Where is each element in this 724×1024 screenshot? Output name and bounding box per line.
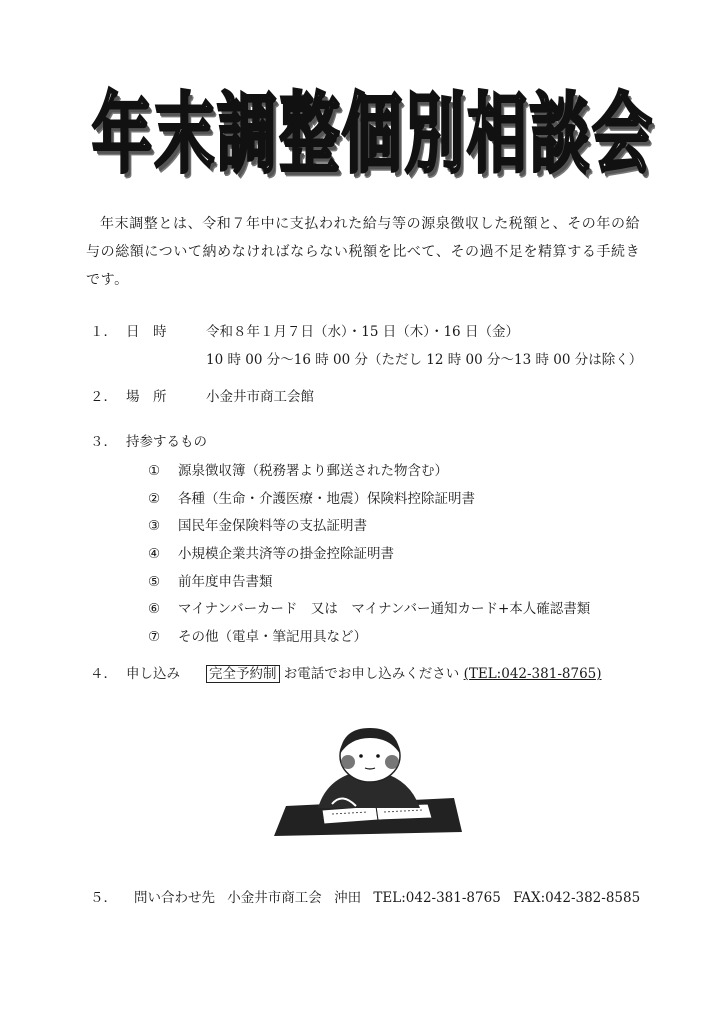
title-char: 年 xyxy=(92,84,152,186)
section-number: ４． xyxy=(90,666,117,682)
item-text: マイナンバーカード 又は マイナンバー通知カード+本人確認書類 xyxy=(178,601,591,617)
list-item xyxy=(148,570,273,590)
section-label: 持参するもの xyxy=(126,434,207,450)
title-char: 末 xyxy=(154,84,215,186)
item-text: 前年度申告書類 xyxy=(178,574,273,590)
section-number: ２． xyxy=(90,389,117,405)
item-mark: ⑦ xyxy=(148,629,161,645)
contact-person: 沖田 xyxy=(334,890,362,906)
title-char: 個 xyxy=(342,84,402,186)
title-char: 整 xyxy=(279,84,340,186)
time-value: 10 時 00 分～16 時 00 分（ただし 12 時 00 分～13 時 00 分は除く） xyxy=(206,352,643,368)
section-label: 申し込み xyxy=(126,666,180,682)
section-number: １． xyxy=(90,324,117,340)
intro-line: 与の総額について納めなければならない税額を比べて、その過不足を精算する手続き xyxy=(86,244,641,260)
item-text: 小規模企業共済等の掛金控除証明書 xyxy=(178,546,394,562)
section-label: 日 時 xyxy=(126,324,167,340)
list-item xyxy=(148,459,448,479)
item-mark: ⑥ xyxy=(148,601,161,617)
item-mark: ⑤ xyxy=(148,574,161,590)
intro-line: 年末調整とは、令和７年中に支払われた給与等の源泉徴収した税額と、その年の給 xyxy=(100,216,641,232)
title-char: 別 xyxy=(404,84,465,186)
intro-line: です。 xyxy=(86,272,129,288)
contact-org: 小金井市商工会 xyxy=(227,890,322,906)
list-item xyxy=(148,514,367,534)
item-mark: ① xyxy=(148,463,161,479)
apply-text: お電話でお申し込みください xyxy=(283,666,460,682)
page-title xyxy=(92,80,652,190)
section-apply xyxy=(90,662,602,682)
item-mark: ③ xyxy=(148,518,161,534)
section-number: ５． xyxy=(90,890,117,906)
section-label: 場 所 xyxy=(126,389,167,405)
reservation-badge: 完全予約制 xyxy=(206,665,280,683)
list-item xyxy=(148,625,367,645)
item-text: 各種（生命・介護医療・地震）保険料控除証明書 xyxy=(178,491,475,507)
person-writing-illustration xyxy=(272,726,464,840)
apply-phone: (TEL:042-381-8765) xyxy=(463,666,602,682)
title-char: 相 xyxy=(467,84,527,186)
section-items xyxy=(90,430,207,450)
section-place xyxy=(90,385,314,405)
contact-fax: FAX:042-382-8585 xyxy=(513,890,641,906)
item-text: 源泉徴収簿（税務署より郵送された物含む） xyxy=(178,463,448,479)
section-number: ３． xyxy=(90,434,117,450)
list-item xyxy=(148,542,394,562)
date-value: 令和８年１月７日（水）・15 日（木）・16 日（金） xyxy=(206,324,519,340)
title-char: 談 xyxy=(529,84,590,186)
title-char: 会 xyxy=(592,84,652,186)
list-item xyxy=(148,597,590,617)
place-value: 小金井市商工会館 xyxy=(206,389,314,405)
item-mark: ④ xyxy=(148,546,161,562)
section-date xyxy=(90,320,519,340)
item-text: その他（電卓・筆記用具など） xyxy=(178,629,367,645)
list-item xyxy=(148,487,475,507)
contact-footer xyxy=(90,886,648,906)
contact-tel: TEL:042-381-8765 xyxy=(373,890,501,906)
item-mark: ② xyxy=(148,491,161,507)
intro-paragraph xyxy=(86,210,666,294)
apply-value xyxy=(206,662,602,682)
item-text: 国民年金保険料等の支払証明書 xyxy=(178,518,367,534)
title-char: 調 xyxy=(217,84,277,186)
contact-label: 問い合わせ先 xyxy=(134,890,215,906)
